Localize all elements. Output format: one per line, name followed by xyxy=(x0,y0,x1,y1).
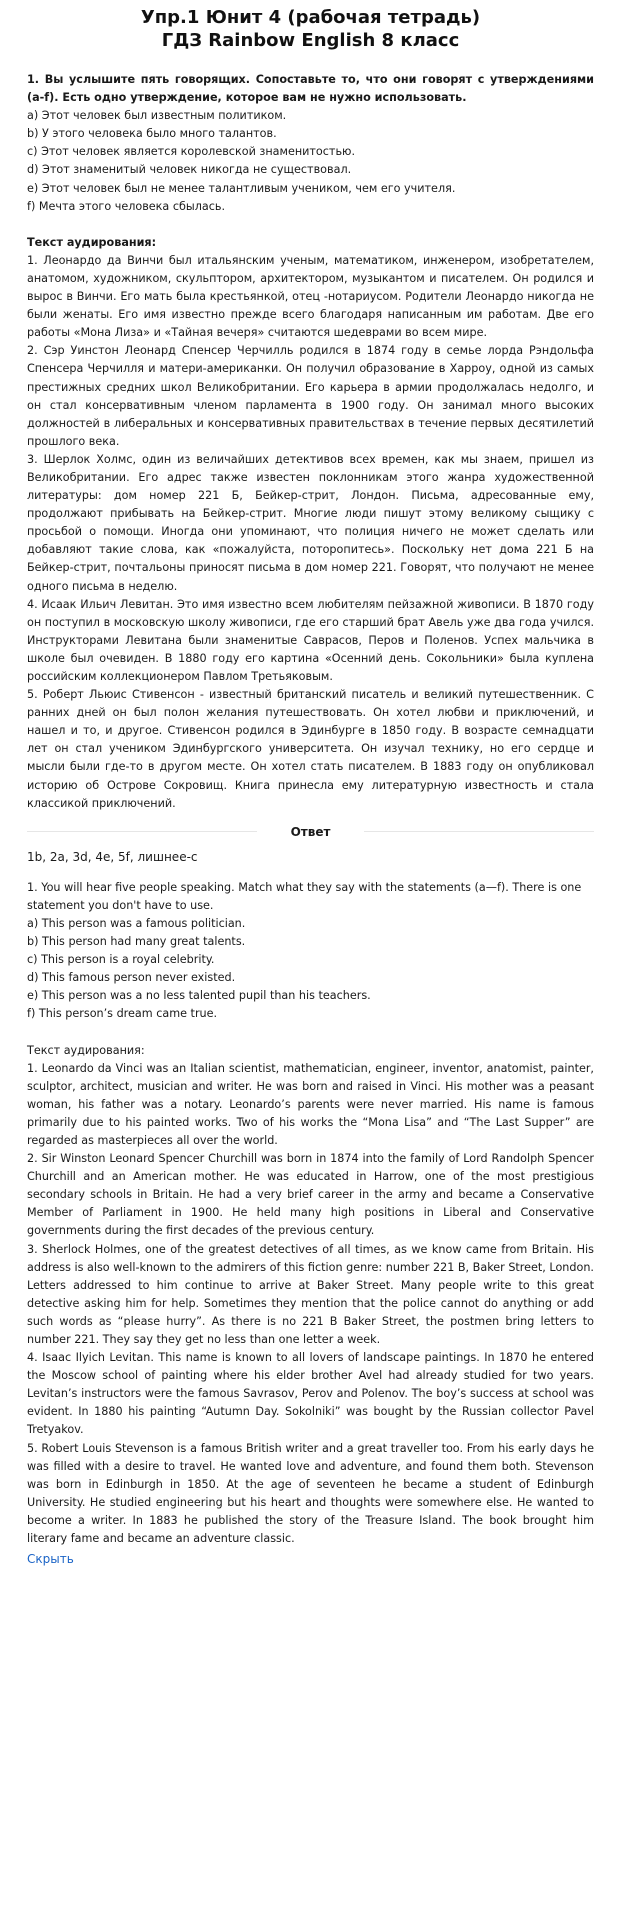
audio-heading-ru: Текст аудирования: xyxy=(27,235,157,249)
audio-paragraph-en-5: 5. Robert Louis Stevenson is a famous British writer and a great traveller too. From his early days he was filled with a desire to travel. He wanted love and adventure, and found them both. Stevenson was born in Edinburgh in 1850. At the age of seventeen he became a student of Edinburgh University. He studied engineering but his heart and thoughts were somewhere else. He wanted to become a writer. In 1883 he published the story of the Treasure Island. The book brought him literary fame and became an adventure classic. xyxy=(27,1441,594,1546)
audio-paragraph-ru-5: 5. Роберт Льюис Стивенсон - известный британский писатель и великий путешественник. С ранних дней он был полон желания путешествовать. Он хотел любви и приключений, и нашел и то, и другое. Стивенсон родился в Эдинбурге в 1850 году. В возрасте семнадцати лет он стал учеником Эдинбургского университета. Он изучал технику, но его сердце и мысли были где-то в другом месте. Он хотел стать писателем. В 1883 году он опубликовал историю об Острове Сокровищ. Книга принесла ему литературную известность и стала классикой приключений. xyxy=(27,688,594,810)
answer-text: 1b, 2a, 3d, 4e, 5f, лишнее-c xyxy=(27,849,198,864)
hide-link[interactable]: Скрыть xyxy=(27,1552,74,1567)
audio-paragraph-ru-1: 1. Леонардо да Винчи был итальянским ученым, математиком, инженером, изобретателем, анатомом, художником, скульптором, архитектором, музыкантом и писателем. Он родился и вырос в Винчи. Его мать была крестьянкой, отец -нотариусом. Родители Леонардо никогда не были женаты. Его имя известно прежде всего благодаря написанным им работам. Две его работы «Мона Лиза» и «Тайная вечеря» считаются шедеврами во всем мире. xyxy=(27,253,594,340)
page-title xyxy=(27,6,594,52)
answer-heading: Ответ xyxy=(290,824,331,839)
divider-line-right xyxy=(364,831,594,832)
statement-ru-a: a) Этот человек был известным политиком. xyxy=(27,109,287,123)
audio-text-english xyxy=(27,1042,594,1549)
statement-ru-e: e) Этот человек был не менее талантливым учеником, чем его учителя. xyxy=(27,181,456,195)
statement-ru-c: c) Этот человек является королевской знаменитостью. xyxy=(27,145,356,159)
audio-paragraph-en-2: 2. Sir Winston Leonard Spencer Churchill was born in 1874 into the family of Lord Randolph Spencer Churchill and an American mother. He was educated in Harrow, one of the most prestigious secondary schools in Britain. He had a very brief career in the army and became a Conservative Member of Parliament in 1900. He held many high positions in Liberal and Conservative governments during the first decades of the previous century. xyxy=(27,1152,594,1238)
statement-ru-d: d) Этот знаменитый человек никогда не существовал. xyxy=(27,163,352,177)
statement-ru-b: b) У этого человека было много талантов. xyxy=(27,127,277,141)
task-instruction-en: 1. You will hear five people speaking. Match what they say with the statements (a—f). There is one statement you don't have to use. xyxy=(27,880,582,912)
spacer xyxy=(27,216,594,234)
answer-divider xyxy=(27,825,594,839)
statement-ru-f: f) Мечта этого человека сбылась. xyxy=(27,199,226,213)
task-english xyxy=(27,879,594,1024)
audio-heading-en: Текст аудирования: xyxy=(27,1043,145,1057)
statement-en-e: e) This person was a no less talented pupil than his teachers. xyxy=(27,989,371,1003)
statement-en-d: d) This famous person never existed. xyxy=(27,971,236,985)
audio-paragraph-ru-2: 2. Сэр Уинстон Леонард Спенсер Черчилль родился в 1874 году в семье лорда Рэндольфа Спенсера Черчилля и матери-американки. Он получил образование в Харроу, одной из самых престижных средних школ Великобритании. Его карьера в армии продолжалась недолго, и он стал консервативным членом парламента в 1900 году. Он занимал много высоких должностей в либеральных и консервативных правительствах в течение первых десятилетий прошлого века. xyxy=(27,344,594,448)
audio-paragraph-en-4: 4. Isaac Ilyich Levitan. This name is known to all lovers of landscape paintings. In 1870 he entered the Moscow school of painting where his elder brother Avel had already studied for two years. Levitan’s instructors were the famous Savrasov, Perov and Polenov. The boy’s success at school was evident. In 1880 his painting “Autumn Day. Sokolniki” was bought by the Russian collector Pavel Tretyakov. xyxy=(27,1351,594,1437)
task-russian xyxy=(27,71,594,216)
title-line-2: ГДЗ Rainbow English 8 класс xyxy=(161,30,460,51)
audio-paragraph-ru-4: 4. Исаак Ильич Левитан. Это имя известно всем любителям пейзажной живописи. В 1870 году он поступил в московскую школу живописи, где его старший брат Авель уже два года учился. Инструкторами Левитана были знаменитые Саврасов, Перов и Поленов. Успех мальчика в школе был очевиден. В 1880 году его картина «Осенний день. Сокольники» была куплена российским коллекционером Павлом Третьяковым. xyxy=(27,597,594,683)
audio-paragraph-ru-3: 3. Шерлок Холмс, один из величайших детективов всех времен, как мы знаем, пришел из Великобритании. Его адрес также известен поклонникам этого жанра художественной литературы: дом номер 221 Б, Бейкер-стрит, Лондон. Письма, адресованные ему, продолжают прибывать на Бейкер-стрит. Многие люди пишут этому великому сыщику с просьбой о помощи. Иногда они упоминают, что полиция ничего не может сделать или добавляют такие слова, как «пожалуйста, поторопитесь». Поскольку нет дома 221 Б на Бейкер-стрит, почтальоны приносят письма в дом номер 221. Говорят, что получают не менее одного письма в неделю. xyxy=(27,452,594,593)
divider-line-left xyxy=(27,831,257,832)
statement-en-c: c) This person is a royal celebrity. xyxy=(27,953,215,967)
statement-en-f: f) This person’s dream came true. xyxy=(27,1007,218,1021)
audio-text-russian xyxy=(27,234,594,813)
statement-en-a: a) This person was a famous politician. xyxy=(27,916,246,930)
audio-paragraph-en-3: 3. Sherlock Holmes, one of the greatest detectives of all times, as we know came from Britain. His address is also well-known to the admirers of this fiction genre: number 221 B, Baker Street, London. Letters addressed to him continue to arrive at Baker Street. Many people write to this great detective asking him for help. Sometimes they mention that the police cannot do anything or add such words as “please hurry”. As there is no 221 B Baker Street, the postmen bring letters to number 221. They say they get no less than one letter a week. xyxy=(27,1242,594,1346)
task-instruction-ru: 1. Вы услышите пять говорящих. Сопоставьте то, что они говорят с утверждениями (a-f). Есть одно утверждение, которое вам не нужно использовать. xyxy=(27,73,594,105)
title-line-1: Упр.1 Юнит 4 (рабочая тетрадь) xyxy=(140,7,481,28)
spacer xyxy=(27,1024,594,1042)
statement-en-b: b) This person had many great talents. xyxy=(27,935,246,949)
audio-paragraph-en-1: 1. Leonardo da Vinci was an Italian scientist, mathematician, engineer, inventor, anatomist, painter, sculptor, architect, musician and writer. He was born and raised in Vinci. His mother was a peasant woman, his father was a notary. Leonardo’s parents were never married. His name is famous primarily due to his painted works. Two of his works the “Mona Lisa” and “The Last Supper” are regarded as masterpieces all over the world. xyxy=(27,1061,594,1147)
